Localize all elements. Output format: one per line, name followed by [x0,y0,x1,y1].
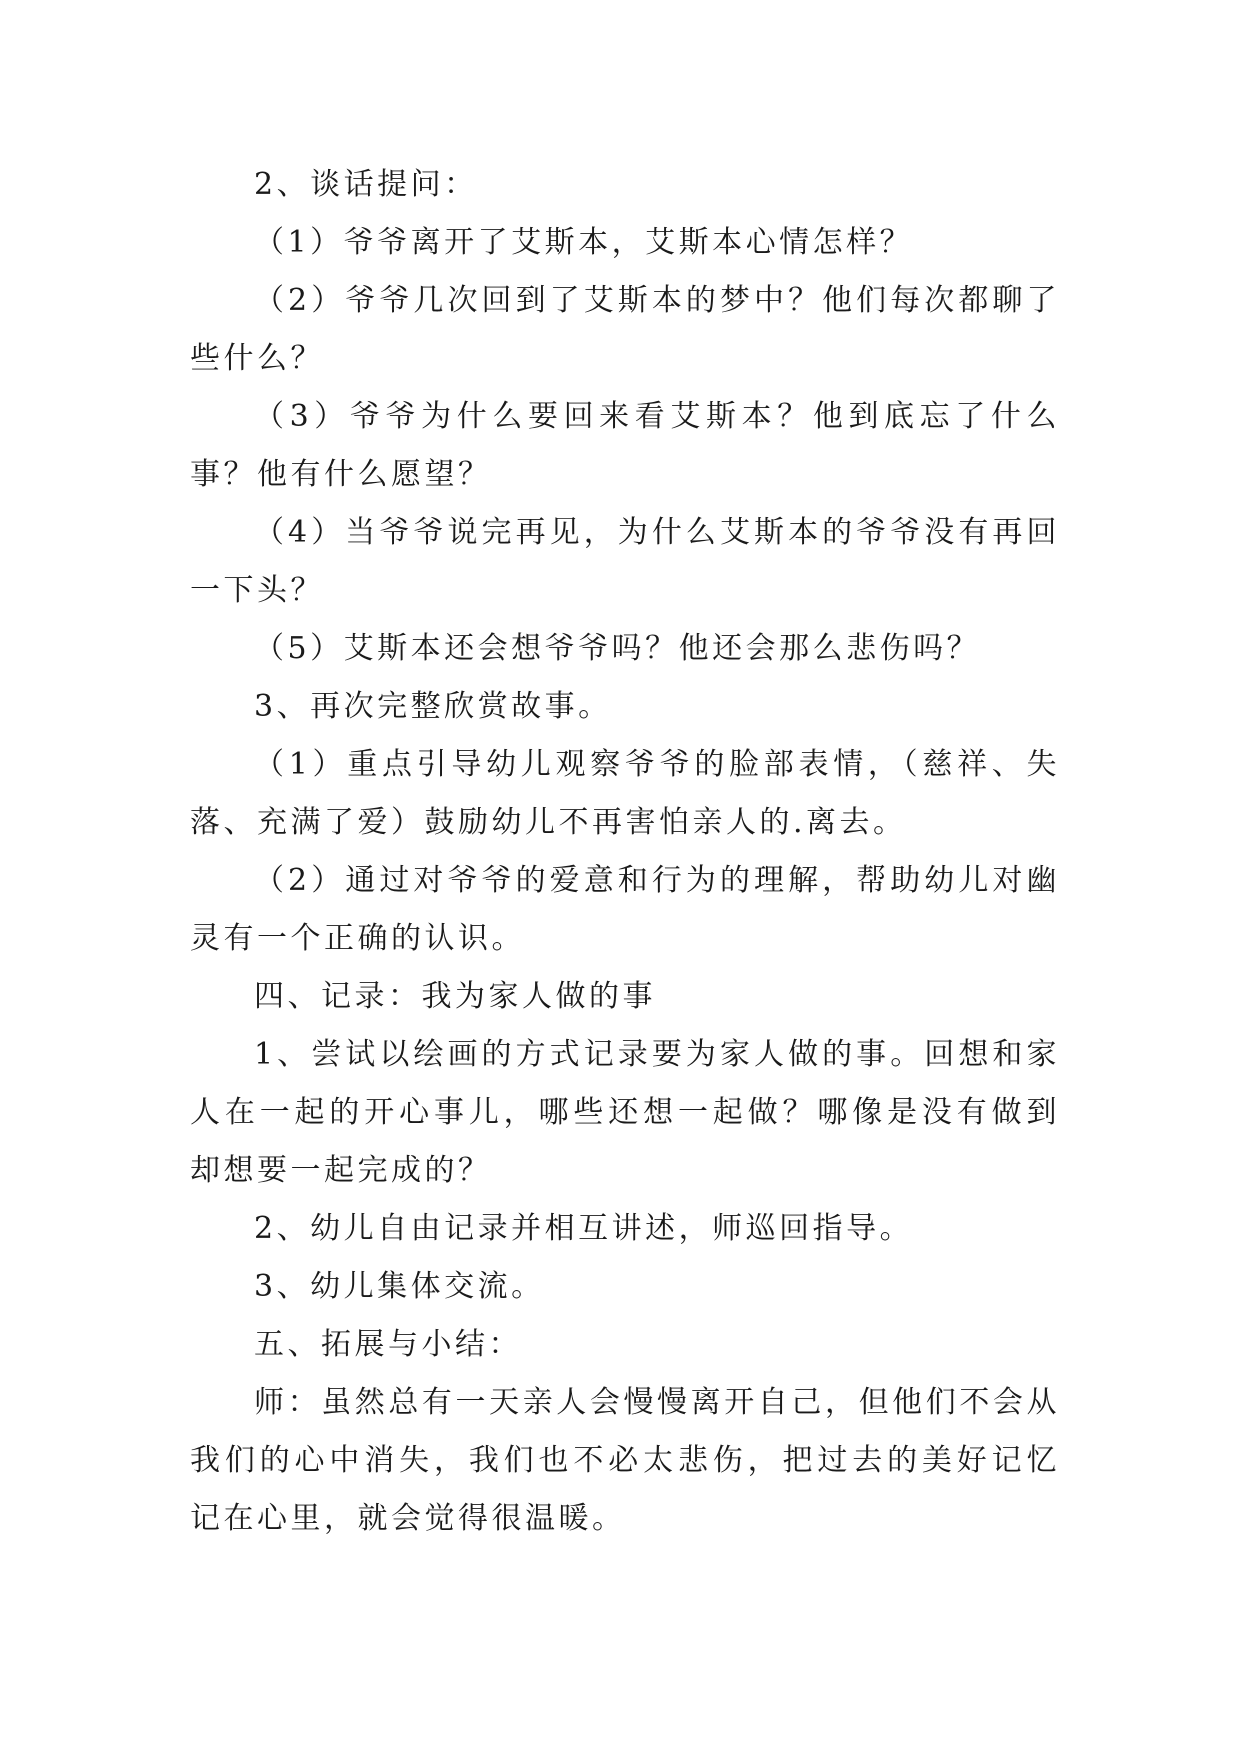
paragraph-summary-text: 师：虽然总有一天亲人会慢慢离开自己，但他们不会从我们的心中消失，我们也不必太悲伤，把过去的美好记忆记在心里，就会觉得很温暖。 [190,1385,1060,1536]
paragraph-record-heading: 四、记录：我为家人做的事 [254,979,656,1014]
paragraph-record-step-1: 1、尝试以绘画的方式记录要为家人做的事。回想和家人在一起的开心事儿，哪些还想一起做？哪像是没有做到却想要一起完成的？ [190,1037,1060,1188]
paragraph-question-1: （1）爷爷离开了艾斯本，艾斯本心情怎样？ [254,225,914,260]
paragraph-story-point-1: （1）重点引导幼儿观察爷爷的脸部表情，（慈祥、失落、充满了爱）鼓励幼儿不再害怕亲人的.离去。 [190,747,1060,840]
paragraph-story-heading: 3、再次完整欣赏故事。 [254,689,612,724]
paragraph-record-step-3: 3、幼儿集体交流。 [254,1269,545,1304]
paragraph-question-2: （2）爷爷几次回到了艾斯本的梦中？他们每次都聊了些什么？ [190,283,1060,376]
paragraph-question-3: （3）爷爷为什么要回来看艾斯本？他到底忘了什么事？他有什么愿望？ [190,399,1060,492]
paragraph-question-5: （5）艾斯本还会想爷爷吗？他还会那么悲伤吗？ [254,631,981,666]
paragraph-question-4: （4）当爷爷说完再见，为什么艾斯本的爷爷没有再回一下头？ [190,515,1060,608]
paragraph-summary-heading: 五、拓展与小结： [254,1327,522,1362]
paragraph-record-step-2: 2、幼儿自由记录并相互讲述，师巡回指导。 [254,1211,914,1246]
paragraph-story-point-2: （2）通过对爷爷的爱意和行为的理解，帮助幼儿对幽灵有一个正确的认识。 [190,863,1060,956]
document-body [190,156,1060,1548]
paragraph-conversation-heading: 2、谈话提问： [254,167,478,202]
